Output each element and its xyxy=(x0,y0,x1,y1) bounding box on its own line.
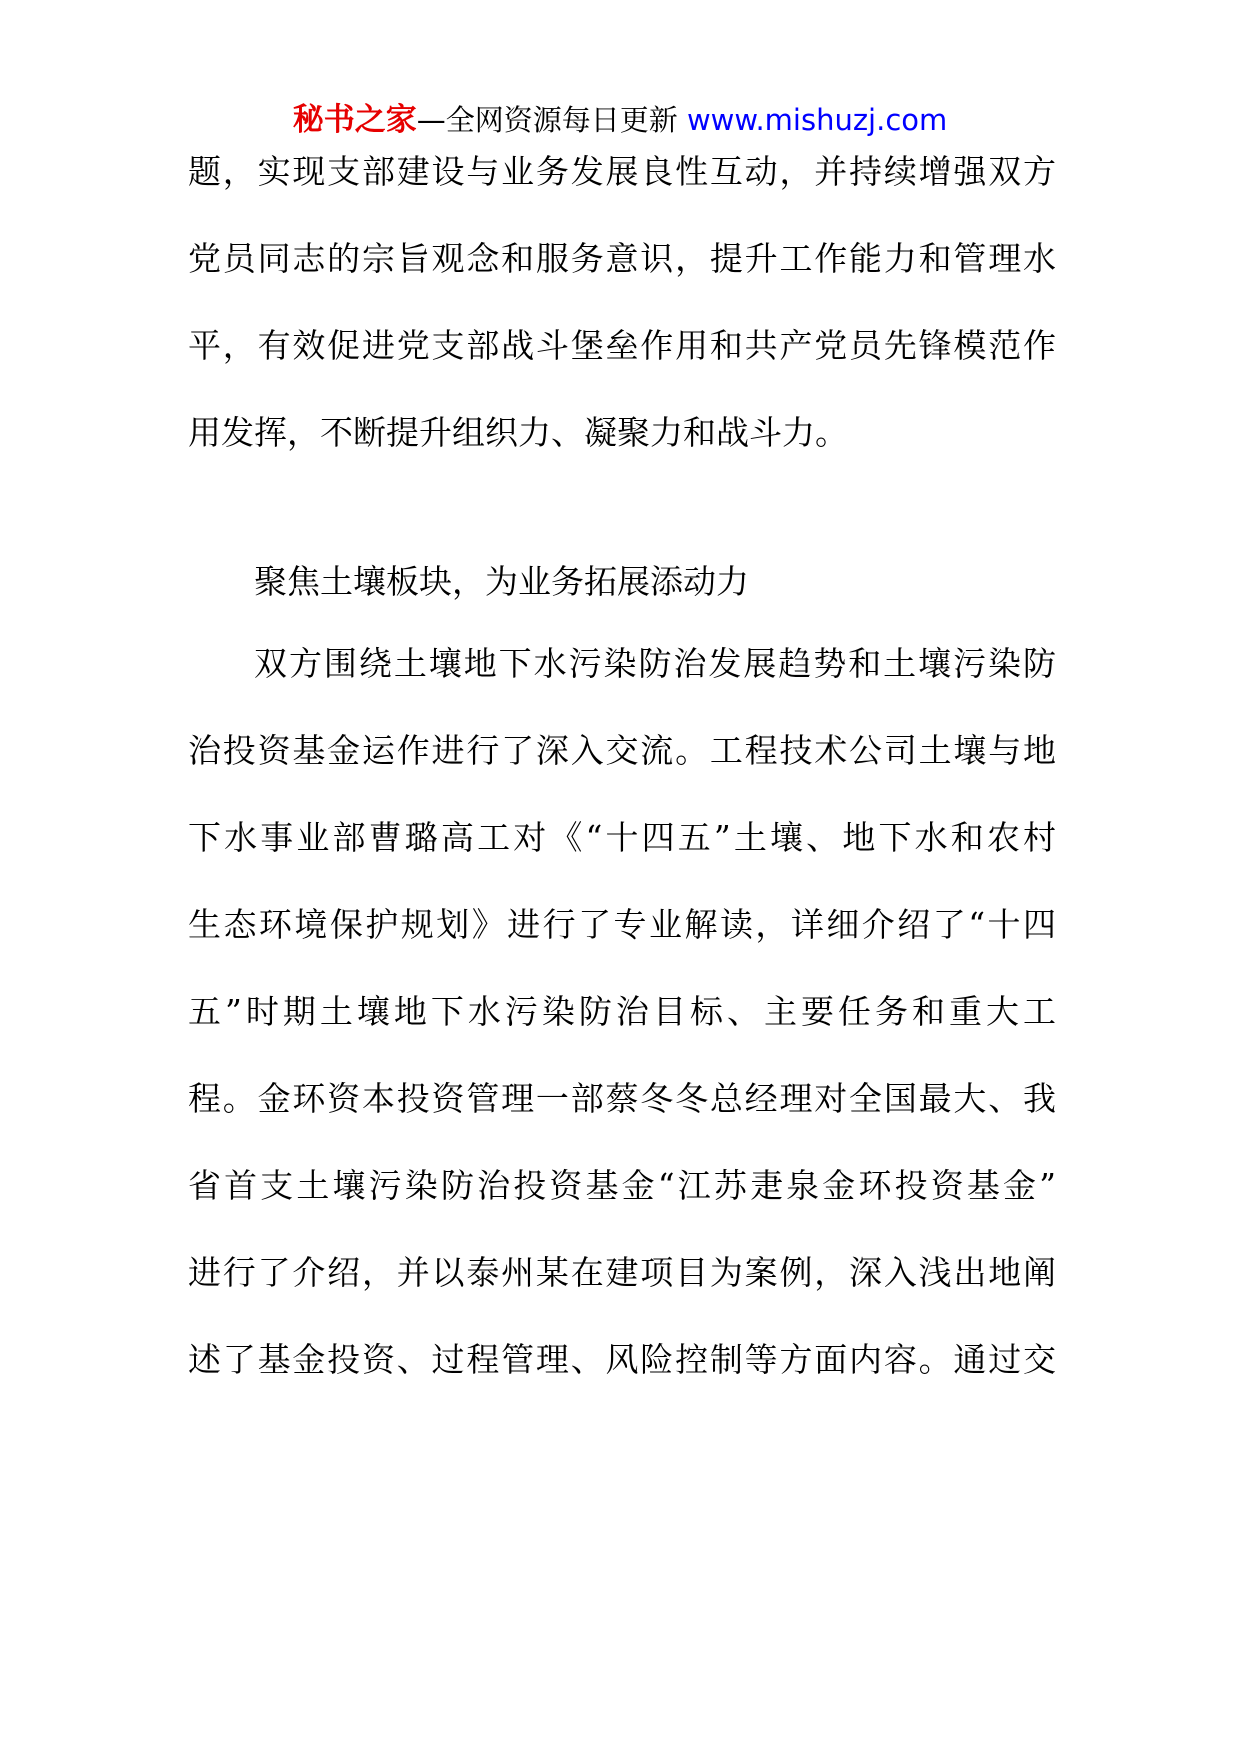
paragraph-1-line-3: 平，有效促进党支部战斗堡垒作用和共产党员先锋模范作 xyxy=(188,326,1056,365)
site-url-link[interactable]: www.mishuzj.com xyxy=(686,103,948,137)
paragraph-2-line-4: 生态环境保护规划》进行了专业解读，详细介绍了“十四 xyxy=(188,905,1056,944)
brand-name: 秘书之家 xyxy=(292,102,417,138)
paragraph-1-line-1: 题，实现支部建设与业务发展良性互动，并持续增强双方 xyxy=(188,152,1056,191)
paragraph-2-line-8: 进行了介绍，并以泰州某在建项目为案例，深入浅出地阐 xyxy=(188,1253,1056,1292)
header-slogan: —全网资源每日更新 xyxy=(416,103,678,137)
section-heading: 聚焦土壤板块，为业务拓展添动力 xyxy=(254,562,749,601)
paragraph-2-line-9: 述了基金投资、过程管理、风险控制等方面内容。通过交 xyxy=(188,1340,1056,1379)
paragraph-1-line-2: 党员同志的宗旨观念和服务意识，提升工作能力和管理水 xyxy=(188,239,1056,278)
paragraph-2-line-2: 治投资基金运作进行了深入交流。工程技术公司土壤与地 xyxy=(188,731,1056,770)
paragraph-2-line-6: 程。金环资本投资管理一部蔡冬冬总经理对全国最大、我 xyxy=(188,1079,1056,1118)
paragraph-2-line-5: 五”时期土壤地下水污染防治目标、主要任务和重大工 xyxy=(188,992,1056,1031)
paragraph-1-line-4: 用发挥，不断提升组织力、凝聚力和战斗力。 xyxy=(188,413,848,452)
paragraph-2-line-3: 下水事业部曹璐高工对《“十四五”土壤、地下水和农村 xyxy=(188,818,1056,857)
site-header xyxy=(0,100,1240,140)
paragraph-2-line-7: 省首支土壤污染防治投资基金“江苏疌泉金环投资基金” xyxy=(188,1166,1056,1205)
paragraph-2-line-1: 双方围绕土壤地下水污染防治发展趋势和土壤污染防 xyxy=(254,644,1056,683)
